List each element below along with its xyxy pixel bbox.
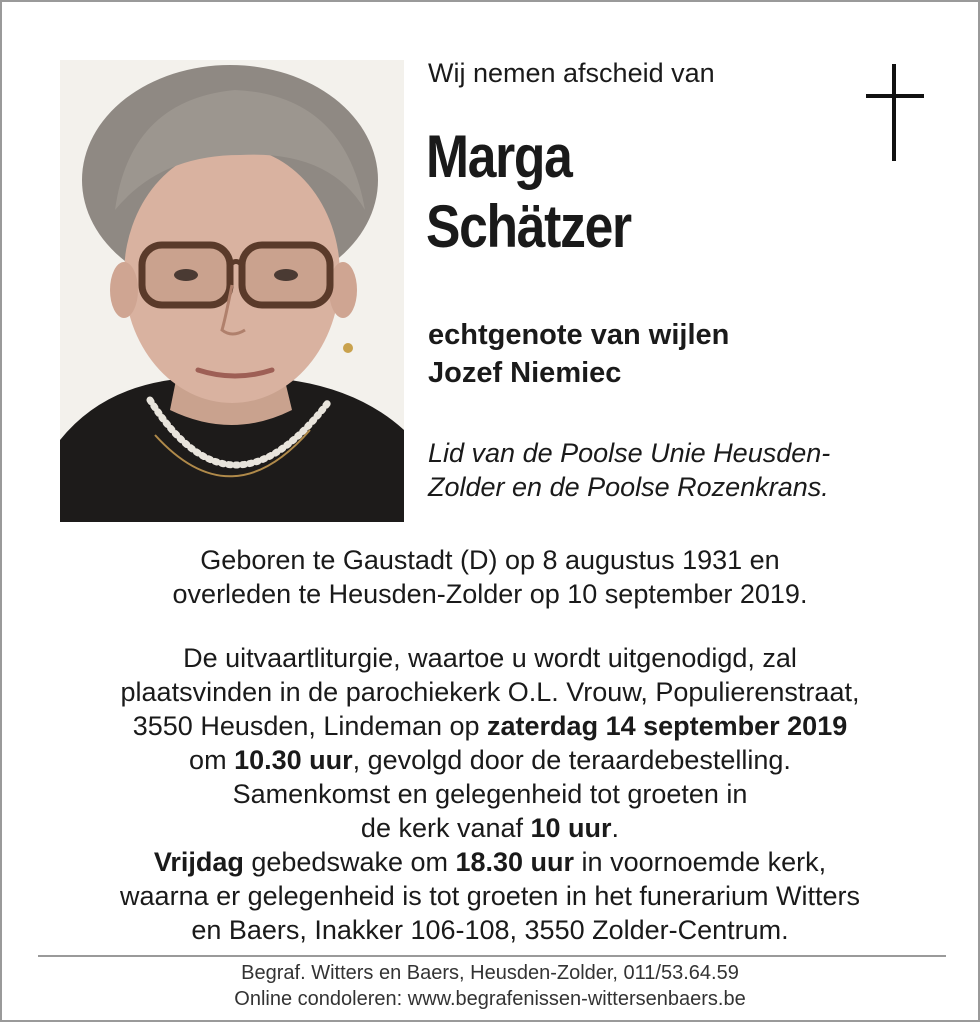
birth-line-1: Geboren te Gaustadt (D) op 8 augustus 1931 en (200, 545, 780, 575)
portrait-photo (60, 60, 404, 522)
service-time: 10.30 uur (234, 745, 353, 775)
spouse-info (428, 316, 729, 392)
vigil-time: 18.30 uur (455, 847, 575, 877)
intro-text: Wij nemen afscheid van (428, 58, 715, 88)
footer-divider (38, 955, 946, 957)
funeral-service-info (2, 641, 978, 947)
spouse-line-2: Jozef Niemiec (428, 357, 622, 389)
latin-cross-icon (866, 64, 924, 161)
service-line: plaatsvinden in de parochiekerk O.L. Vrouw, Populierenstraat, (120, 677, 860, 707)
service-line: 3550 Heusden, Lindeman op zaterdag 14 september 2019 (132, 711, 848, 741)
spouse-line-1: echtgenote van wijlen (428, 319, 730, 351)
service-line: en Baers, Inakker 106-108, 3550 Zolder-Centrum. (191, 915, 789, 945)
service-line: om 10.30 uur, gevolgd door de teraardebestelling. (189, 745, 791, 775)
service-line: Samenkomst en gelegenheid tot groeten in (232, 779, 748, 809)
birth-death-info (2, 543, 978, 611)
condolence-link[interactable]: Online condoleren: www.begrafenissen-wittersenbaers.be (234, 988, 746, 1010)
service-date: zaterdag 14 september 2019 (487, 711, 848, 741)
deceased-name (426, 122, 631, 262)
service-line: Vrijdag gebedswake om 18.30 uur in voornoemde kerk, (153, 847, 827, 877)
funeral-home-footer (2, 960, 978, 1012)
service-line: De uitvaartliturgie, waartoe u wordt uitgenodigd, zal (183, 643, 797, 673)
membership-info (428, 436, 830, 504)
gathering-time: 10 uur (530, 813, 612, 843)
first-name: Marga (426, 123, 572, 190)
birth-line-2: overleden te Heusden-Zolder op 10 september 2019. (172, 579, 808, 609)
service-line: de kerk vanaf 10 uur. (360, 813, 620, 843)
membership-line-1: Lid van de Poolse Unie Heusden- (428, 438, 831, 468)
last-name: Schätzer (426, 193, 631, 260)
service-line: waarna er gelegenheid is tot groeten in het funerarium Witters (120, 881, 860, 911)
vigil-day: Vrijdag (153, 847, 244, 877)
funeral-home-contact: Begraf. Witters en Baers, Heusden-Zolder, 011/53.64.59 (241, 962, 739, 984)
membership-line-2: Zolder en de Poolse Rozenkrans. (428, 472, 829, 502)
